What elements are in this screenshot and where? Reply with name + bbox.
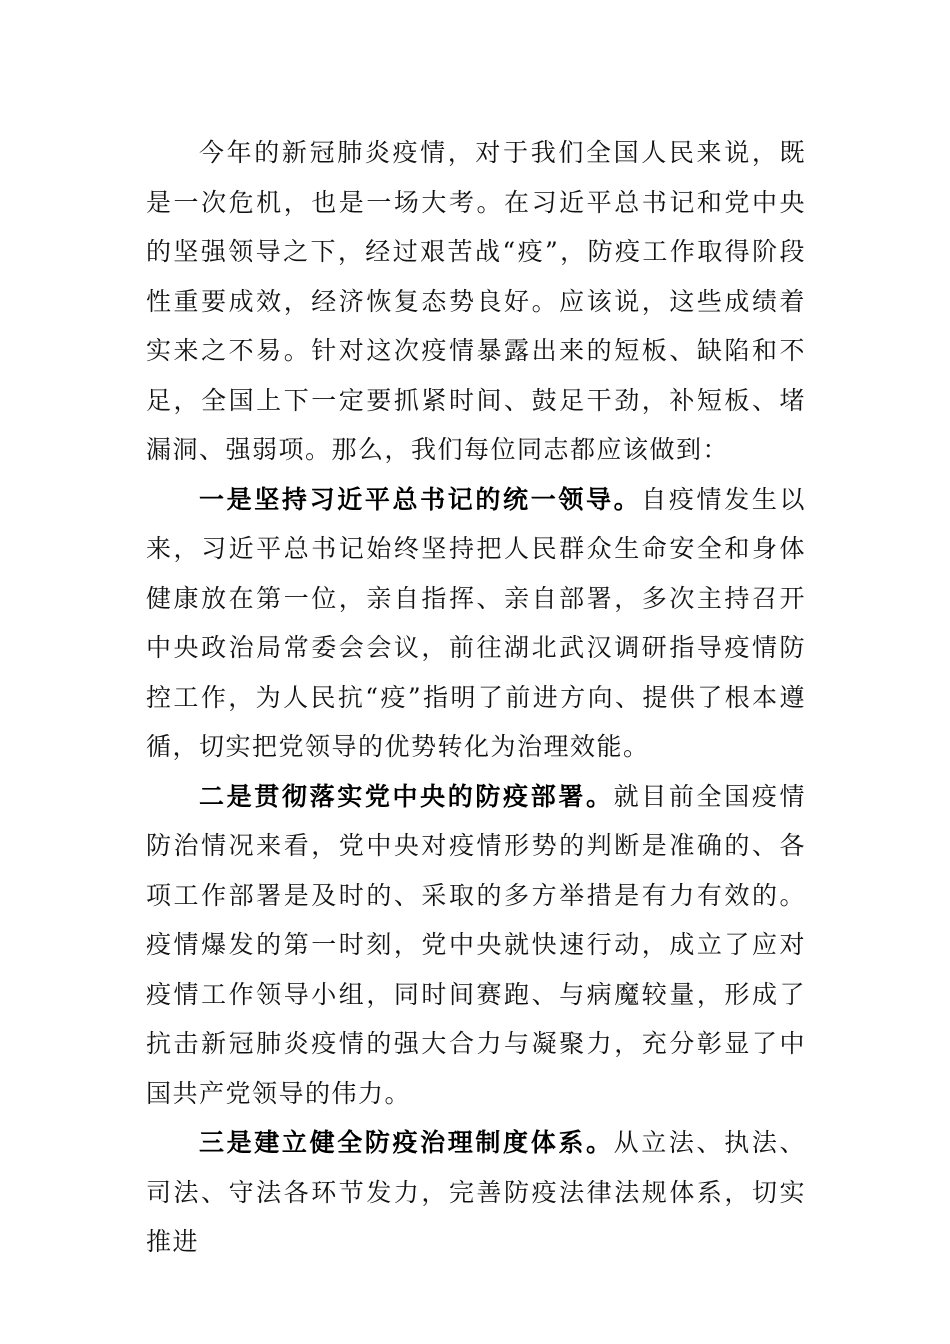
document-body [146,128,806,1267]
paragraph-text: 自疫情发生以来，习近平总书记始终坚持把人民群众生命安全和身体健康放在第一位，亲自指挥、亲自部署，多次主持召开中央政治局常委会会议，前往湖北武汉调研指导疫情防控工作，为人民抗“疫”指明了前进方向、提供了根本遵循，切实把党领导的优势转化为治理效能。 [146,484,806,761]
paragraph-point-2 [146,772,806,1119]
paragraph-point-3 [146,1118,806,1267]
paragraph-lead: 三是建立健全防疫治理制度体系。 [199,1128,614,1157]
paragraph-lead: 二是贯彻落实党中央的防疫部署。 [199,781,614,811]
paragraph-text: 今年的新冠肺炎疫情，对于我们全国人民来说，既是一次危机，也是一场大考。在习近平总书记和党中央的坚强领导之下，经过艰苦战“疫”，防疫工作取得阶段性重要成效，经济恢复态势良好。应该说，这些成绩着实来之不易。针对这次疫情暴露出来的短板、缺陷和不足，全国上下一定要抓紧时间、鼓足干劲，补短板、堵漏洞、强弱项。那么，我们每位同志都应该做到： [146,138,806,464]
paragraph-lead: 一是坚持习近平总书记的统一领导。 [199,484,642,514]
paragraph-text: 从立法、执法、司法、守法各环节发力，完善防疫法律法规体系，切实推进 [146,1128,806,1256]
paragraph-text: 就目前全国疫情防治情况来看，党中央对疫情形势的判断是准确的、各项工作部署是及时的、采取的多方举措是有力有效的。疫情爆发的第一时刻，党中央就快速行动，成立了应对疫情工作领导小组，同时间赛跑、与病魔较量，形成了抗击新冠肺炎疫情的强大合力与凝聚力，充分彰显了中国共产党领导的伟力。 [146,781,806,1108]
paragraph-point-1 [146,475,806,772]
paragraph-intro [146,128,806,475]
